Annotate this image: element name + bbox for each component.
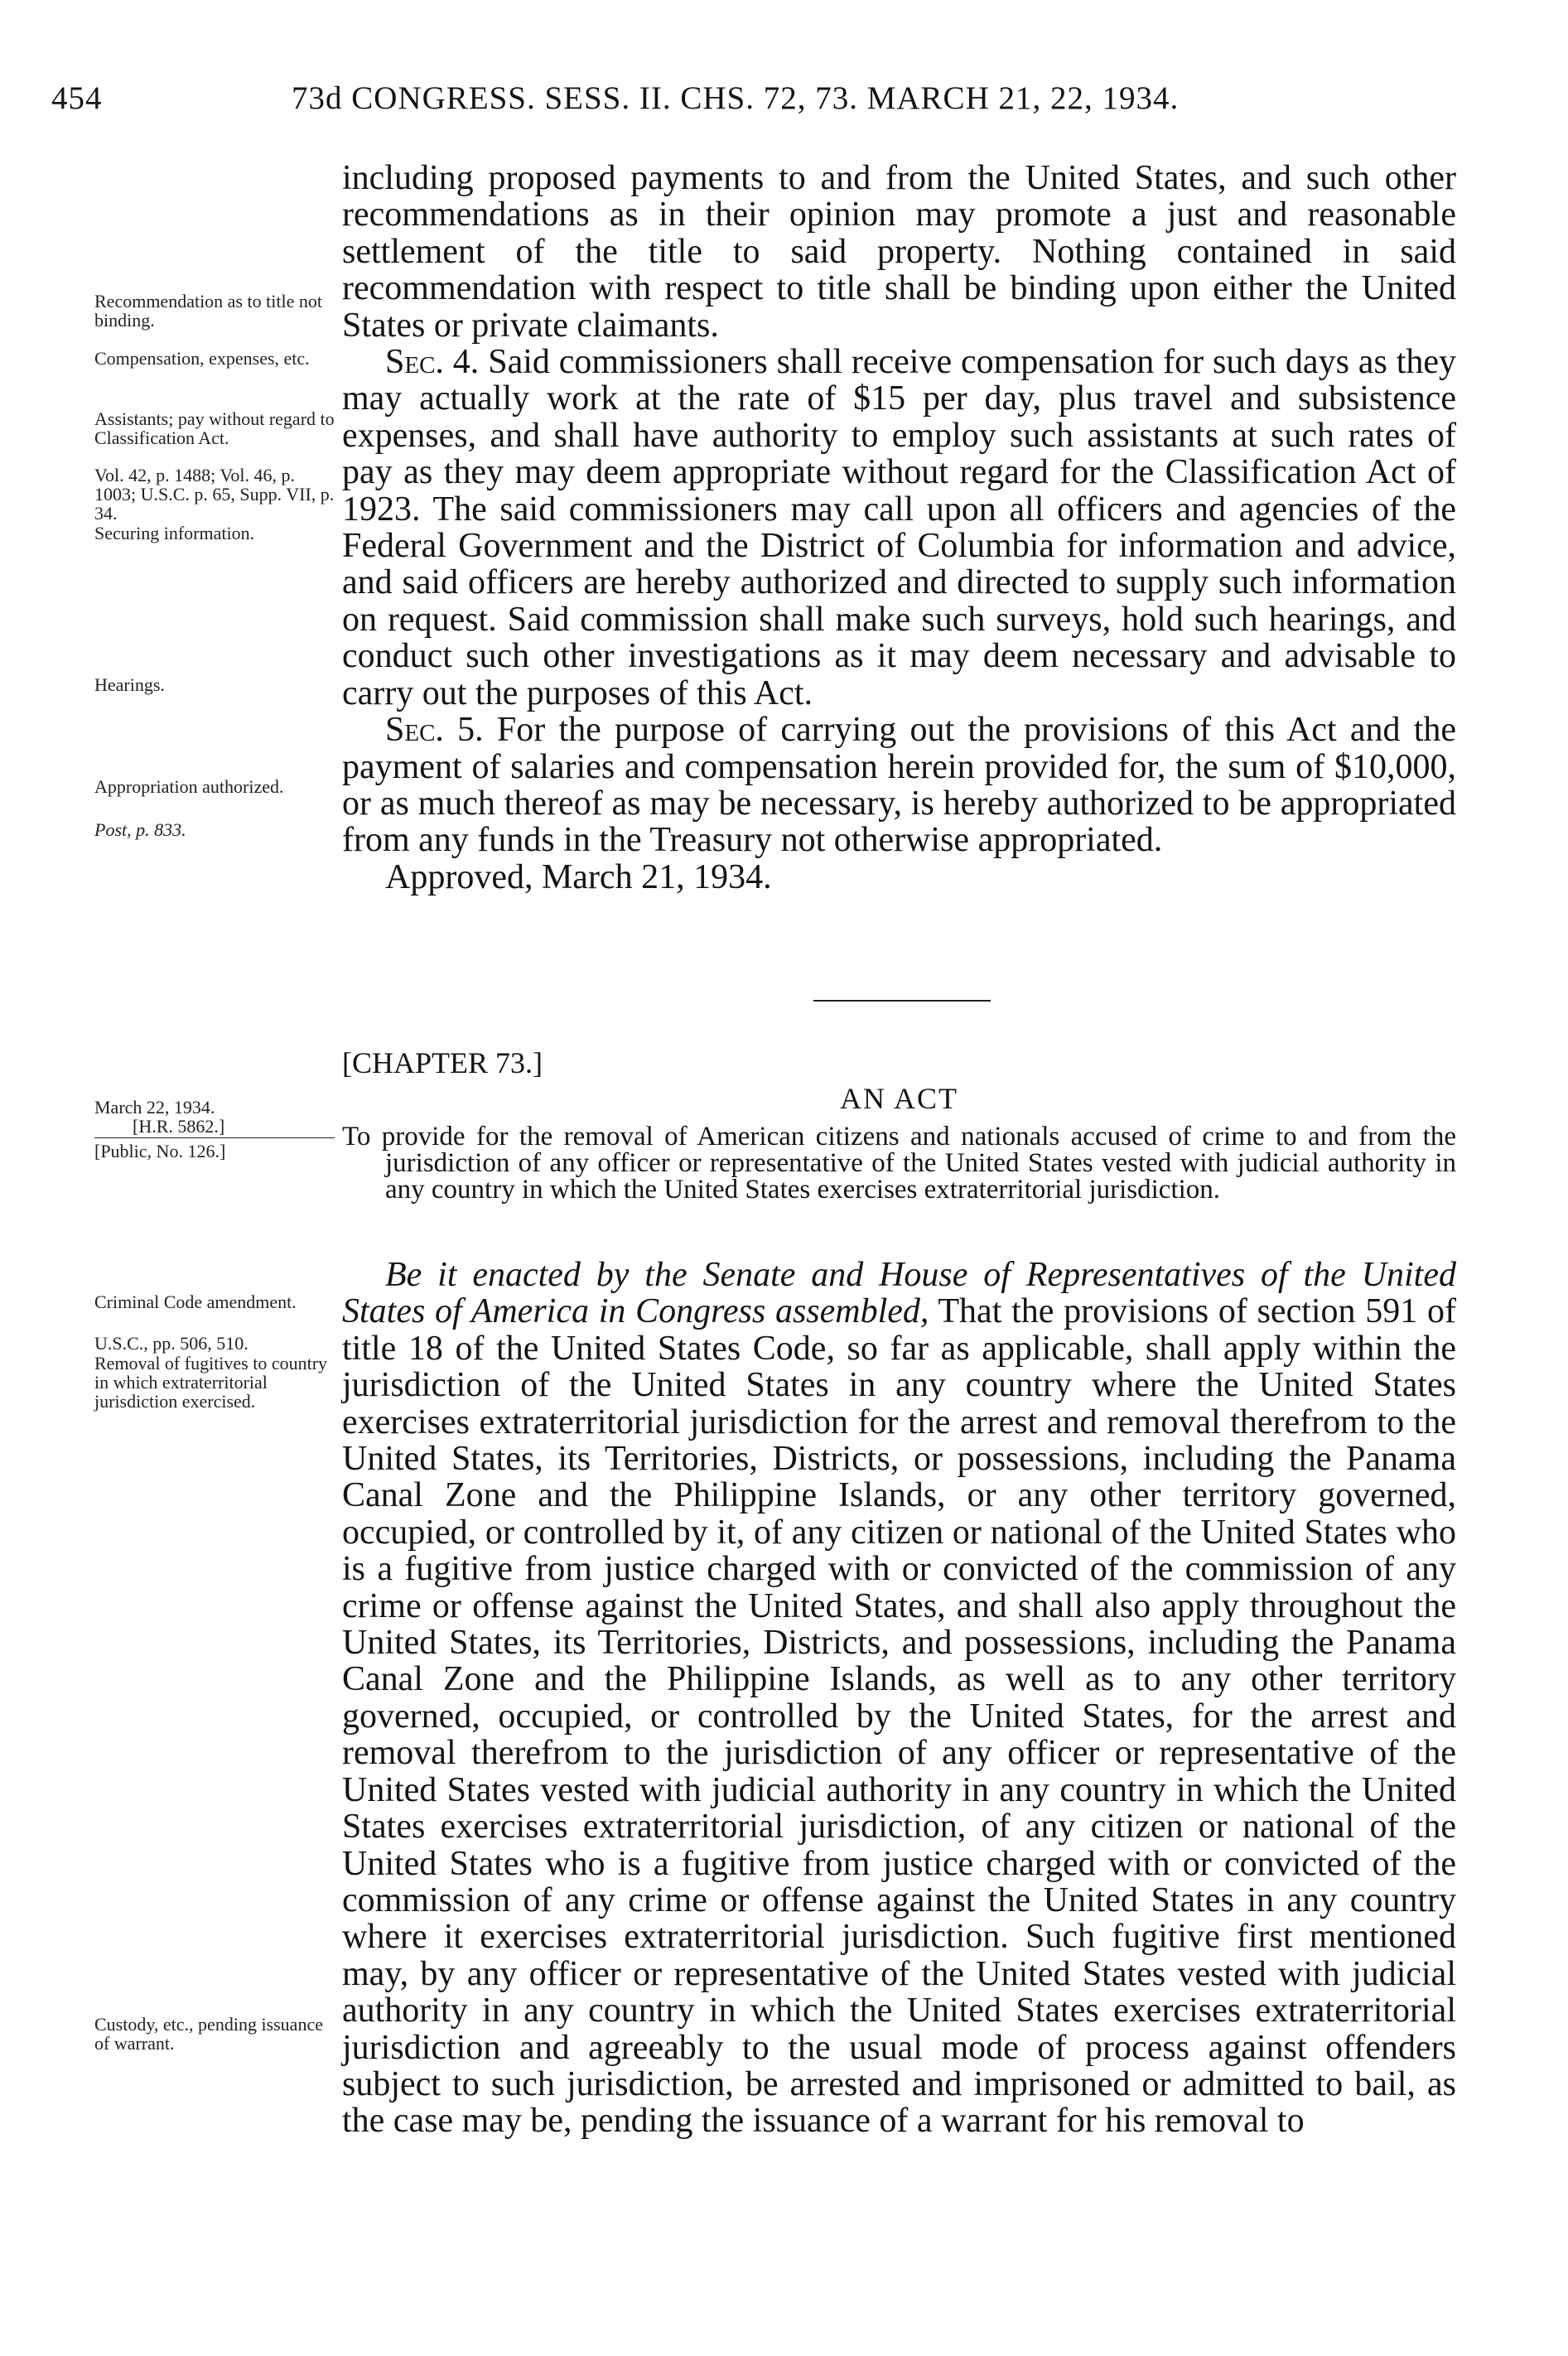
act-title: AN ACT	[839, 1082, 958, 1115]
chapter73-text: That the provisions of section 591 of title 18 of the United States Code, so far as applicable, shall apply within the jurisdiction of the United States in any country where the United States exercises extraterritorial jurisdiction for the arrest and removal therefrom to the United States, its Territories, Districts, or possessions, including the Panama Canal Zone and the Philippine Islands, or any other territory governed, occupied, or controlled by it, of any citizen or national of the United States who is a fugitive from justice charged with or convicted of the commission of any crime or offense against the United States, and shall also apply throughout the United States, its Territories, Districts, and possessions, including the Panama Canal Zone and the Philippine Islands, as well as to any other territory governed, occupied, or controlled by the United States, for the arrest and removal therefrom to the jurisdiction of any officer or representative of the United States vested with judicial authority in any country in which the United States exercises extraterritorial jurisdiction, of any citizen or national of the United States who is a fugitive from justice charged with or convicted of the commission of any crime or offense against the United States in any country where it exercises extraterritorial jurisdiction. Such fugitive first mentioned may, by any officer or representative of the United States vested with judicial authority in any country in which the United States exercises extraterritorial jurisdiction and agreeably to the usual mode of process against offenders subject to such jurisdiction, be arrested and imprisoned or admitted to bail, as the case may be, pending the issuance of a warrant for his removal to	[342, 1292, 1456, 2141]
margin-note-public: [Public, No. 126.]	[94, 1141, 226, 1161]
section-4-text: Said commissioners shall receive compensation for such days as they may actually work at the rate of $15 per day, plus travel and subsistence expenses, and shall have authority to employ such assistants at such rates of pay as they may deem appropriate without regard for the Classification Act of 1923. The said commissioners may call upon all officers and agencies of the Federal Government and the District of Columbia for information and advice, and said officers are hereby authorized and directed to supply such information on request. Said commission shall make such surveys, hold such hearings, and conduct such other investigations as it may deem necessary and advisable to carry out the purposes of this Act.	[342, 343, 1456, 712]
chapter73-paragraph	[342, 1257, 1456, 2140]
chapter73-label: [CHAPTER 73.]	[342, 1046, 543, 1079]
margin-note-criminal-code: Criminal Code amendment.	[94, 1291, 297, 1312]
margin-rule	[94, 1137, 335, 1138]
margin-note-removal: Removal of fugitives to country in which extraterritorial jurisdiction exercised.	[94, 1353, 328, 1412]
margin-note-hearings: Hearings.	[94, 674, 165, 695]
enacting-clause: Be it enacted by the Senate and House of Representatives of the United States of America in Congress assembled,	[342, 1256, 1456, 1331]
margin-note-post-ref: Post, p. 833.	[94, 819, 186, 840]
section-4	[342, 344, 1456, 712]
margin-note-compensation: Compensation, expenses, etc.	[94, 348, 310, 369]
running-header	[51, 80, 1451, 129]
margin-note-recommendation: Recommendation as to title not binding.	[94, 291, 322, 331]
act-purpose: To provide for the removal of American citizens and nationals accused of crime to and from the jurisdiction of any officer or representative of the United States vested with judicial authority in any country in which the United States exercises extraterritorial jurisdiction.	[342, 1122, 1456, 1205]
page-number: 454	[51, 80, 103, 116]
chapter73-body	[342, 1257, 1456, 2140]
chapter72-paragraph-1: including proposed payments to and from the United States, and such other recommendations as in their opinion may promote a just and reasonable settlement of the title to said property. Nothing contained in said recommendation with respect to title shall be binding upon either the United States or private claimants.	[342, 159, 1456, 345]
margin-note-volume-refs: Vol. 42, p. 1488; Vol. 46, p. 1003; U.S.C. p. 65, Supp. VII, p. 34.	[94, 465, 335, 524]
margin-note-bill: [H.R. 5862.]	[133, 1116, 225, 1137]
margin-note-custody: Custody, etc., pending issuance of warrant.	[94, 2014, 323, 2054]
running-head: 73d CONGRESS. SESS. II. CHS. 72, 73. MARCH 21, 22, 1934.	[292, 80, 1180, 116]
margin-note-assistants: Assistants; pay without regard to Classification Act.	[94, 408, 335, 448]
section-5-text: For the purpose of carrying out the provisions of this Act and the payment of salaries and compensation herein provided for, the sum of $10,000, or as much thereof as may be necessary, is hereby authorized to be appropriated from any funds in the Treasury not otherwise appropriated.	[342, 711, 1457, 860]
section-4-label: Sec. 4.	[385, 343, 480, 382]
margin-note-usc-ref: U.S.C., pp. 506, 510.	[94, 1333, 248, 1354]
section-5-label: Sec. 5.	[385, 711, 484, 750]
margin-note-date: March 22, 1934.	[94, 1097, 215, 1118]
margin-note-appropriation: Appropriation authorized.	[94, 776, 284, 797]
margin-note-securing-info: Securing information.	[94, 523, 255, 543]
chapter72-body	[342, 160, 1456, 896]
chapter-separator	[813, 1000, 991, 1002]
section-5	[342, 712, 1456, 859]
approved-line: Approved, March 21, 1934.	[385, 857, 772, 896]
